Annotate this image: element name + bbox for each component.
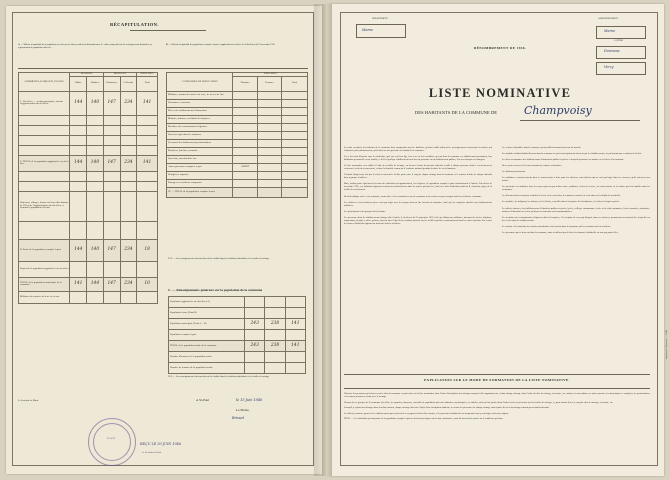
row-10-c2: 147 xyxy=(103,239,120,261)
rowc-2-v1: 243 xyxy=(245,319,265,330)
rowc-6-v1 xyxy=(245,363,265,374)
explanation-p2: Lorsqu'il y a plusieurs ménages dans la même maison, chaque ménage doit faire l'objet d'une inscription distincte; les noms des personnes de chaque ménage sont séparés de ceux du ménage suivant par un trait horizontal. xyxy=(344,406,550,410)
rowb-0-t xyxy=(281,91,307,99)
row-3-c4 xyxy=(137,135,158,145)
row-0-c3: 234 xyxy=(120,91,137,115)
row-label-1 xyxy=(19,115,70,125)
rowb-6-f xyxy=(257,139,281,147)
instr-right-3: On ne peut recenser ici les sans monnaient, sommes volontaires. xyxy=(502,164,562,168)
row-5-c1: 140 xyxy=(87,155,104,171)
row-2-c1 xyxy=(87,125,104,135)
table-c-footnote: N. B. — Les renseignements ci-dessus doivent être établis d'après les bulletins individuels et les feuilles de ménage. xyxy=(168,376,270,378)
row-0-c4: 141 xyxy=(137,91,158,115)
row-7-c3 xyxy=(120,181,137,191)
row-7-c0 xyxy=(70,181,87,191)
rowc-5-v1 xyxy=(245,352,265,363)
instr-right-7: Les détenus dont les maisons centrales de force ou de correction, les maisons centrales de correction et les dépôts de mendicité. xyxy=(502,194,621,198)
row-label-13: Militaires des armées de terre et de mer xyxy=(19,291,70,303)
instr-left-1: Il y a lieu first d'inscrire tous les individus, quel que soit leur âge, leur sexe ou leur condition, qui ont dans la commune ou établissement permanent, leur habitation personnelle ou de famille, et d'elle à quelque établissement ou à tous sa personne ou un établissement publics, à la sens français ou étrangers. xyxy=(344,155,492,162)
row-4-c4 xyxy=(137,145,158,155)
row-13-c3 xyxy=(120,291,137,303)
signature-mayor-name: Brisset xyxy=(232,416,245,420)
rowb-5-t xyxy=(281,131,307,139)
commune-name-handwritten: Champvoisy xyxy=(524,104,592,117)
row-label-11: Report de la population agglomérée au chef-lieu xyxy=(19,261,70,277)
row-2-c0 xyxy=(70,125,87,135)
rowb-11-h xyxy=(233,179,257,187)
row-label-9 xyxy=(19,221,70,239)
signature-place: A St-Paul xyxy=(196,398,210,402)
rowb-6: Personnel des établissements pénitentiaires xyxy=(167,139,233,147)
col-header-individus: INDIVIDUS xyxy=(137,73,158,77)
colb-femmes: Femmes xyxy=(257,76,281,91)
rowb-10: Réfugiés et rapatriés xyxy=(167,171,233,179)
row-4-c1 xyxy=(87,145,104,155)
rowc-5-label: Nombre d'hommes de la population totale xyxy=(169,352,245,363)
rowc-1-v1 xyxy=(245,308,265,319)
row-label-2 xyxy=(19,125,70,135)
field-value-arrondissement: Marne xyxy=(604,29,616,33)
instr-left-0: Les faits essentiels des bulletins de la commune dont comprendre tous les bulletins, qu'ordre établi suffisent les renseignements concernant les articles qui s'obtient le plus ordinairement, qu'ils aient ou non présenté un résultat de la commune. xyxy=(344,146,492,153)
subcol-habitees: Habitées xyxy=(87,76,104,91)
signature-role-mayor: Le Maire, xyxy=(236,408,250,412)
rowc-4-label: TOTAL de la population totale de la commune xyxy=(169,341,245,352)
section-b-label: B. — xyxy=(166,44,171,46)
instr-right-9: Les aliénés internes, des établissements d'éducation publics et privés, lycées, collèges communaux, écoles et de cultes primaires, écoles normales, séminaires, maisons d'éducation ou écoles préféraux ou internats sont communautaires. xyxy=(502,206,650,213)
subcol-baties: Bâties xyxy=(70,76,87,91)
spine-shadow xyxy=(314,4,326,476)
rowc-3-v3 xyxy=(285,330,305,341)
rowb-0-h xyxy=(233,91,257,99)
row-1-c1 xyxy=(87,115,104,125)
row-9-c3 xyxy=(120,221,137,239)
row-4-c2 xyxy=(103,145,120,155)
instr-right-11: Les marins et les matelots des marines marchandes sont inscrits dans la commune qu'ils reconnaissent leur résidence. xyxy=(502,224,612,228)
rowb-0-f xyxy=(257,91,281,99)
rowb-total-t xyxy=(281,187,307,197)
rowb-3: Malades, infirmes, vieillards des hospices xyxy=(167,115,233,123)
row-label-10: B. Partie de la population comptée à part xyxy=(19,239,70,261)
row-10-c3: 234 xyxy=(120,239,137,261)
row-0-c0: 144 xyxy=(70,91,87,115)
rowc-4-v2: 238 xyxy=(265,341,285,352)
row-3-c3 xyxy=(120,135,137,145)
table-c-title: C. — Renseignements généraux sur la population de la commune xyxy=(168,288,263,292)
row-2-c3 xyxy=(120,125,137,135)
instr-right-4: Les tableaux permanents. xyxy=(502,170,526,174)
row-10-c1: 140 xyxy=(87,239,104,261)
rowb-9-f xyxy=(257,163,281,171)
row-label-12: TOTAL de la population municipale de la commune xyxy=(19,277,70,291)
instr-right-0: Les centres d'invalides dans la commune qui travaillent nommément sont ici inscrits. xyxy=(502,146,582,149)
rowb-11-t xyxy=(281,179,307,187)
rowb-4: Membres des communautés religieuses xyxy=(167,123,233,131)
rowb-1-f xyxy=(257,99,281,107)
row-label-6 xyxy=(19,171,70,181)
section-a-description: A. — Tableau récapitulatif de la population recensée par les faits essentiels du dénombrement. Le cadre comprend tous les renseignements demandés, au regroupement de population observée. xyxy=(18,44,152,49)
rowc-1-v3 xyxy=(285,308,305,319)
instr-left-7: Les pensionnaires des groupes d'un locataire. xyxy=(344,209,387,213)
row-11-c3 xyxy=(120,261,137,277)
rowc-6-v3 xyxy=(285,363,305,374)
row-3-c0 xyxy=(70,135,87,145)
rowb-total-h xyxy=(233,187,257,197)
row-8-c1 xyxy=(87,191,104,221)
rowb-5-h xyxy=(233,131,257,139)
colb-header-individus: INDIVIDUS xyxy=(233,73,308,77)
table-comptee-a-part xyxy=(166,72,308,198)
census-year-label: DÉNOMBREMENT DE 1946. xyxy=(473,46,527,50)
row-6-c1 xyxy=(87,171,104,181)
row-8-c0 xyxy=(70,191,87,221)
rowc-0-v1 xyxy=(245,297,265,308)
rowc-2-v2: 238 xyxy=(265,319,285,330)
row-7-c2 xyxy=(103,181,120,191)
instructions-column-right xyxy=(502,146,650,237)
instr-left-3: Il faudra élargir toute fois que les faits ou suivent le la liste porte entre le rang de chaque ménage dans la commune et le numéro d'ordre de chaque individu dans sa propre résidence. xyxy=(344,173,492,180)
rowc-1-label: Population écarts (Total B) xyxy=(169,308,245,319)
rowb-10-f xyxy=(257,171,281,179)
row-0-c1: 140 xyxy=(87,91,104,115)
rowb-3-f xyxy=(257,115,281,123)
subcol-collectifs: Collectifs xyxy=(120,76,137,91)
subcol-total: Total xyxy=(137,76,158,91)
row-13-c1 xyxy=(87,291,104,303)
recapitulation-title: RÉCAPITULATION. xyxy=(110,22,159,27)
explanation-p4: NOTA. — Les individus qui font partie de la population comptée à part ne doivent pas figurer sur la liste nominative, mais ils doivent être portés sur les tableaux spéciaux. xyxy=(344,417,504,421)
instr-right-1: Les malades résidant habituellement dans la commune et qui seront également observés par les établissements, ne présentant pas eu maison de la liste. xyxy=(502,152,643,156)
explanation-p3: Les hôtels, pensions, garnis et les établissements qui reçoivent des voyageurs doivent être inscrits, et les personnes habituelles ou temporaires qui y sont logées doivent y figurer. xyxy=(344,411,509,415)
instr-right-5: Les militaires et marins inscrits dans le casernements à leurs pour les officiers, sous-officiers qui ne sont pas logés dans les casernes, qu'ils soient ou non mariés. xyxy=(502,176,650,183)
colb-total: Total xyxy=(281,76,307,91)
row-12-c1: 144 xyxy=(87,277,104,291)
col-header-maisons: MAISONS xyxy=(70,73,103,77)
row-11-c1 xyxy=(87,261,104,277)
rowb-0: Militaires, marins des armées de terre, de mer et de l'air xyxy=(167,91,233,99)
row-3-c2 xyxy=(103,135,120,145)
rowb-8-h xyxy=(233,155,257,163)
rowc-4-v3: 141 xyxy=(285,341,305,352)
rowb-11: Étrangers en résidence temporaire xyxy=(167,179,233,187)
rowb-4-t xyxy=(281,123,307,131)
rowc-0-label: Population agglomérée au chef-lieu (A) xyxy=(169,297,245,308)
rowb-6-h xyxy=(233,139,257,147)
instr-right-10: Les membres des communautés religieuses dans les hospices, à l'exception de ceux qui dirigent, dans ces derniers, permanents ou assurent être lesquelles ou des écoles dans les établissements. xyxy=(502,215,650,222)
rowc-2-v3: 141 xyxy=(285,319,305,330)
instr-left-8: Les personnes dont les établissements charges dites l'article 4, du décret du 23 septembre 1935, telle que bâtiments, militaires, internats des lycées, hôpitaux, sanatoriums, hospices, asiles, prisons, doivent faire l'objet d'une notation spéciale sur les feuilles spéciales conformément dans les ordres spéciaux tels, toutes les formes d'individus figurant au fascicule dans la résidence. xyxy=(344,215,492,225)
row-5-c3: 234 xyxy=(120,155,137,171)
row-8-c4 xyxy=(137,191,158,221)
row-6-c4 xyxy=(137,171,158,181)
mairie-stamp-text: MAIRIE xyxy=(106,437,116,440)
rowb-1-h xyxy=(233,99,257,107)
rowb-7: Mariniers, bateliers, nomades xyxy=(167,147,233,155)
rowb-total-label: IV. — TOTAL de la population comptée à part xyxy=(167,187,233,197)
rowc-6-v2 xyxy=(265,363,285,374)
row-9-c4 xyxy=(137,221,158,239)
row-2-c2 xyxy=(103,125,120,135)
row-label-7 xyxy=(19,181,70,191)
explanation-p0: Chacune des personnes qui sont recensées dans la commune est présentée sur la liste nominative dans l'ordre d'inscription des ménages auxquels elles appartiennent, et dans chaque ménage, dans l'ordre du chef de ménage, sa femme, ses enfants, ses ascendants, ses autres parents, les domestiques et employés, les pensionnaires et les autres personnes vivant avec le ménage. xyxy=(344,392,650,399)
row-9-c1 xyxy=(87,221,104,239)
instr-right-2: Les divers sommaires des établissements d'instruction publics et privés et lesquels personnes ou aisance ou les lieux à la commune. xyxy=(502,158,625,162)
row-1-c3 xyxy=(120,115,137,125)
rowb-2-f xyxy=(257,107,281,115)
printer-note: Imprimerie Nationale — 1946 xyxy=(665,330,668,360)
rowb-1-t xyxy=(281,99,307,107)
rowb-9-h: néant xyxy=(233,163,257,171)
instr-left-4: Mais, faudra porter également les noms des individus qui appartiennent, les religieux, de population comptée à part conformément à l'article 4 du décret de novembre 1935, ces individus figureront seulement conformément dans les ordres spéciaux tel, toutes les faits d'individus (tableau B, deuxième page) de la feuille de recensement. xyxy=(344,182,492,192)
rowb-5: Ouvriers logés dans les chantiers xyxy=(167,131,233,139)
rowb-1: Prisonniers et internés xyxy=(167,99,233,107)
rowc-5-v2 xyxy=(265,352,285,363)
rowb-5-f xyxy=(257,131,281,139)
row-11-c2 xyxy=(103,261,120,277)
rowb-2-t xyxy=(281,107,307,115)
row-5-c4: 141 xyxy=(137,155,158,171)
instr-left-2: La liste nominative sera établie à l'aide des feuilles de ménage, est dressée à dater du premier individu, feuille à chaque personne dont le recensement est conforme à celui du recensement, et donc la domicile connu sur le territoire national pendant la durée de sa réclamation. xyxy=(344,164,492,171)
rowb-3-h xyxy=(233,115,257,123)
section-b-description: B. — Tableau récapitulatif des populations comptées à part en application des articles 4 et 8 du décret du 23 novembre 1935. xyxy=(166,44,276,46)
rowc-0-v3 xyxy=(285,297,305,308)
field-label-departement: DÉPARTEMENT xyxy=(372,18,388,20)
row-6-c2 xyxy=(103,171,120,181)
instr-right-8: Les malades, les indigents, les infirmes et les aliénés, recueillis dans les hospices de bienfaisance, les asiles et hospices privés. xyxy=(502,200,620,204)
rowb-4-h xyxy=(233,123,257,131)
instr-right-12: Les personnes qui se trouvent dans la commune, mais ni utilisent pas la liste des chaussées habituelle ou non pas parmi elles. xyxy=(502,230,619,234)
row-7-c1 xyxy=(87,181,104,191)
row-4-c3 xyxy=(120,145,137,155)
row-13-c0 xyxy=(70,291,87,303)
row-13-c2 xyxy=(103,291,120,303)
row-9-c0 xyxy=(70,221,87,239)
instr-right-6: Les personnes ou militaires dans les corps ayant un par même cause, auditions, écoles de réserve, au conservatoire de la culture par leur familles dans les communes. xyxy=(502,185,650,192)
colb-header-categories: CATÉGORIES DE POPULATION xyxy=(167,73,233,92)
rowc-3-label: Population comptée à part xyxy=(169,330,245,341)
row-11-c0 xyxy=(70,261,87,277)
rowb-total-f xyxy=(257,187,281,197)
rowc-6-label: Nombre de femmes de la population totale xyxy=(169,363,245,374)
explanation-body xyxy=(344,392,650,423)
rowc-3-v1 xyxy=(245,330,265,341)
rowb-7-t xyxy=(281,147,307,155)
rowc-4-v1: 243 xyxy=(245,341,265,352)
rowc-1-v2 xyxy=(265,308,285,319)
row-4-c0 xyxy=(70,145,87,155)
rowb-8-t xyxy=(281,155,307,163)
rowc-5-v3 xyxy=(285,352,305,363)
row-12-c2: 147 xyxy=(103,277,120,291)
explanation-p1: Chacun de ces groupes de la commune (chef-lieu, les quartiers, hameaux, ensemble de population qui sont ordinaires ou principales, ou établies, doivent être portées dans l'ordre où ils se présentent sur les feuilles de ménage, et, pour chacun d'eux, le rang du chef de ménage, sa femme, etc. xyxy=(344,400,614,404)
mairie-stamp xyxy=(88,418,136,466)
signature-role-secretary: Le Secrétaire de Mairie xyxy=(18,400,39,402)
row-12-c4: 10 xyxy=(137,277,158,291)
row-10-c4: 18 xyxy=(137,239,158,261)
rowb-10-t xyxy=(281,171,307,179)
col-header-menages: MÉNAGES xyxy=(103,73,136,77)
table-recapitulation-a xyxy=(18,72,158,304)
rowb-6-t xyxy=(281,139,307,147)
rowb-8-f xyxy=(257,155,281,163)
row-1-c4 xyxy=(137,115,158,125)
rowc-2-label: Population municipale (Total A + B) xyxy=(169,319,245,330)
rowb-3-t xyxy=(281,115,307,123)
signature-date: le 15 Juin 1946 xyxy=(236,398,263,402)
document-title: LISTE NOMINATIVE xyxy=(428,86,572,100)
row-1-c0 xyxy=(70,115,87,125)
subcol-ordinaires: Ordinaires xyxy=(103,76,120,91)
rowb-7-f xyxy=(257,147,281,155)
received-stamp: REÇU LE 30 JUIN 1946 xyxy=(140,442,181,446)
row-8-c3 xyxy=(120,191,137,221)
field-label-canton: CANTON xyxy=(614,40,624,42)
rowb-2: Élèves des établissements d'instruction xyxy=(167,107,233,115)
row-10-c0: 144 xyxy=(70,239,87,261)
rowb-8: Sans abri, sans domicile fixe xyxy=(167,155,233,163)
row-7-c4 xyxy=(137,181,158,191)
field-value-departement: Marne xyxy=(362,28,374,32)
row-label-4 xyxy=(19,145,70,155)
section-a-label: A. — xyxy=(18,44,23,46)
colb-hommes: Hommes xyxy=(233,76,257,91)
row-label-0: 1° Chef-lieu, — section principale, suivant l'agglomération du chef-lieu xyxy=(19,91,70,115)
row-13-c4 xyxy=(137,291,158,303)
row-label-5: 2° TOTAL de la population agglomérée au chef-lieu xyxy=(19,155,70,171)
rowb-11-f xyxy=(257,179,281,187)
document-subtitle: DES HABITANTS DE LA COMMUNE DE xyxy=(414,110,498,115)
table-renseignements-generaux xyxy=(168,296,306,374)
row-0-c2: 147 xyxy=(103,91,120,115)
row-12-c0: 141 xyxy=(70,277,87,291)
row-8-c2 xyxy=(103,191,120,221)
field-value-canton: Dormans xyxy=(604,49,620,53)
rowb-7-h xyxy=(233,147,257,155)
col-header-localities: COMMUNES, HAMEAUX, ÉCARTS xyxy=(19,73,70,92)
row-3-c1 xyxy=(87,135,104,145)
row-2-c4 xyxy=(137,125,158,135)
row-1-c2 xyxy=(103,115,120,125)
instr-left-5: On doit indiquer sur le even sommaire, noms rôles et les coordonnées son de commune à son retour ou ayant compris sauf leur résidence commune. xyxy=(344,194,482,198)
rowb-4-f xyxy=(257,123,281,131)
rowb-9-t xyxy=(281,163,307,171)
instructions-column-left xyxy=(344,146,492,228)
rowc-0-v2 xyxy=(265,297,285,308)
row-6-c3 xyxy=(120,171,137,181)
explanation-title: EXPLICATION SUR LE MODE DE FORMATION DE LA LISTE NOMINATIVE. xyxy=(424,378,570,382)
rowc-3-v2 xyxy=(265,330,285,341)
rowb-10-h xyxy=(233,171,257,179)
row-9-c2 xyxy=(103,221,120,239)
table-b-footnote: N. B. — Les renseignements ci-dessus doivent être établis d'après les bulletins individuels et les feuilles de ménage. xyxy=(168,258,270,260)
row-11-c4 xyxy=(137,261,158,277)
field-value-commune: Verzy xyxy=(604,65,614,69)
rowb-9: Autres personnes comptées à part xyxy=(167,163,233,171)
row-label-3 xyxy=(19,135,70,145)
instr-left-6: Les officiers et sous-officiers qui ne sont pas logés avec les troupes doivent être inscrits au sommaire, ainsi que les employés attachés aux établissements militaires. xyxy=(344,200,492,207)
rowb-2-h xyxy=(233,107,257,115)
row-12-c3: 234 xyxy=(120,277,137,291)
row-5-c2: 147 xyxy=(103,155,120,171)
row-label-8: Hameaux, villages, fermes ou lieux-dits distants de 200 m de l'agglomération du chef-lieu, et formant la population d'écarts xyxy=(19,191,70,221)
row-6-c0 xyxy=(70,171,87,181)
field-label-arrondissement: ARRONDISSEMENT xyxy=(598,18,618,20)
received-stamp-role: Le Secrétaire Général xyxy=(142,452,162,454)
row-5-c0: 144 xyxy=(70,155,87,171)
